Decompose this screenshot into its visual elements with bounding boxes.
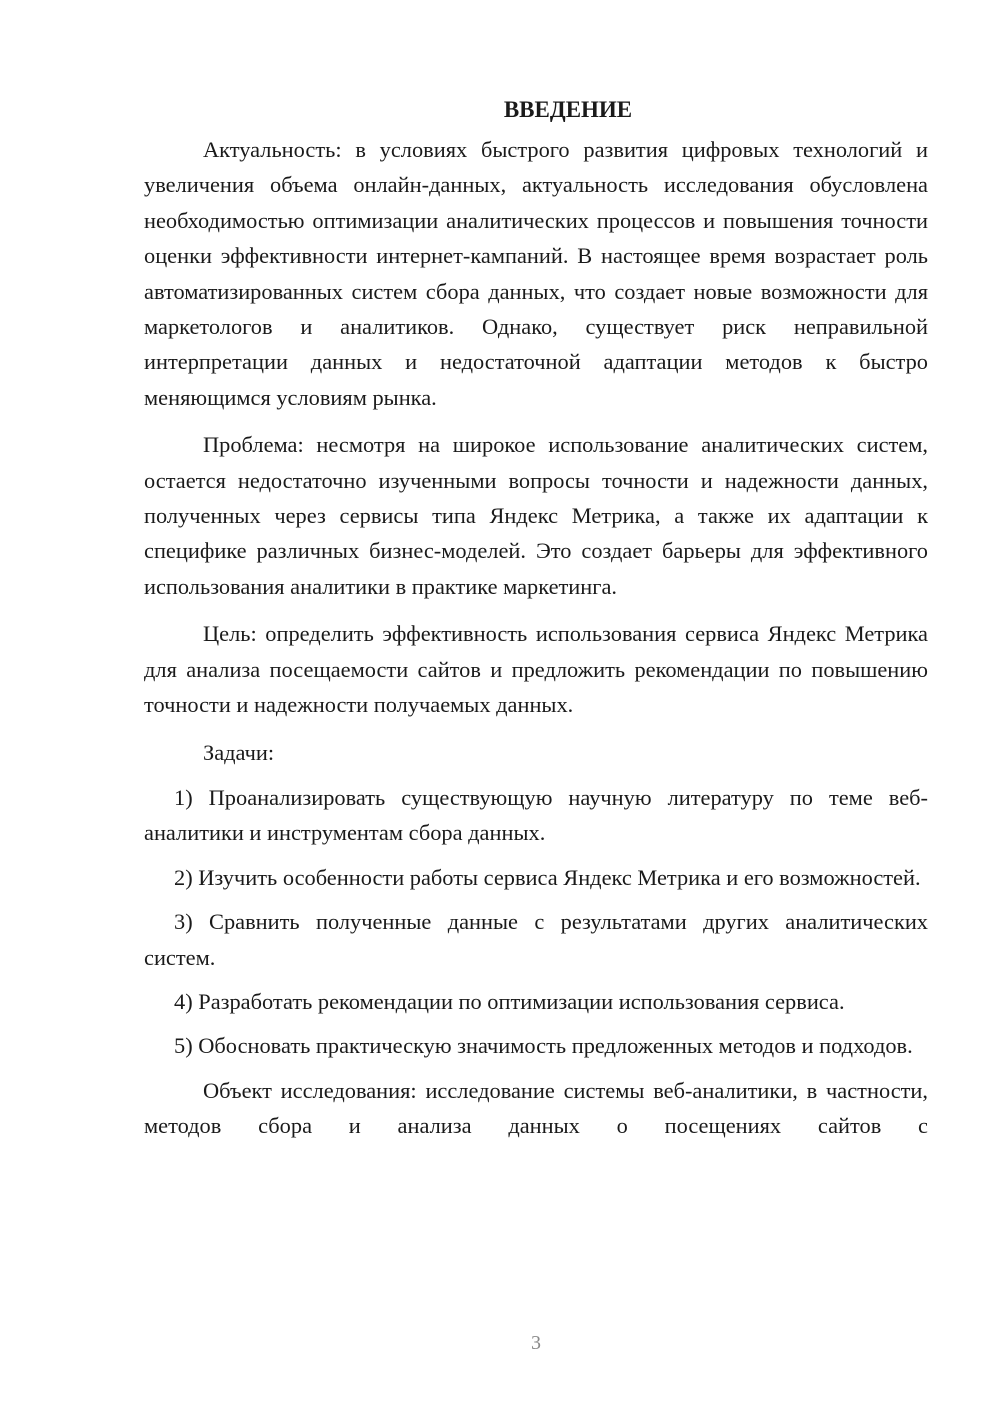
document-page [144,92,928,1156]
task-item-1: 1) Проанализировать существующую научную литературу по теме веб-аналитики и инструментам сбора данных. [144,784,928,846]
task-item-3: 3) Сравнить полученные данные с результатами других аналитических систем. [144,909,928,970]
task-item-5: 5) Обосновать практическую значимость предложенных методов и подходов. [174,1033,913,1059]
relevance-paragraph: Актуальность: в условиях быстрого развития цифровых технологий и увеличения объема онлайн-данных, актуальность исследования обусловлена необходимостью оптимизации аналитических процессов и повышения точности оценки эффективности интернет-кампаний. В настоящее время возрастает роль автоматизированных систем сбора данных, что создает новые возможности для маркетологов и аналитиков. Однако, существует риск неправильной интерпретации данных и недостаточной адаптации методов к быстро меняющимся условиям рынка. [144,137,928,410]
tasks-label: Задачи: [203,739,275,765]
task-item-2: 2) Изучить особенности работы сервиса Яндекс Метрика и его возможностей. [174,864,921,890]
task-item-4: 4) Разработать рекомендации по оптимизации использования сервиса. [174,988,845,1014]
problem-paragraph: Проблема: несмотря на широкое использование аналитических систем, остается недостаточно изученными вопросы точности и надежности данных, полученных через сервисы типа Яндекс Метрика, а также их адаптации к специфике различных бизнес-моделей. Это создает барьеры для эффективного использования аналитики в практике маркетинга. [144,432,928,599]
page-number: 3 [531,1332,541,1354]
goal-paragraph: Цель: определить эффективность использования сервиса Яндекс Метрика для анализа посещаемости сайтов и предложить рекомендации по повышению точности и надежности получаемых данных. [144,621,928,718]
object-paragraph: Объект исследования: исследование системы веб-аналитики, в частности, методов сбора и анализа данных о посещениях сайтов с [144,1077,928,1139]
section-heading: ВВЕДЕНИЕ [503,97,633,122]
